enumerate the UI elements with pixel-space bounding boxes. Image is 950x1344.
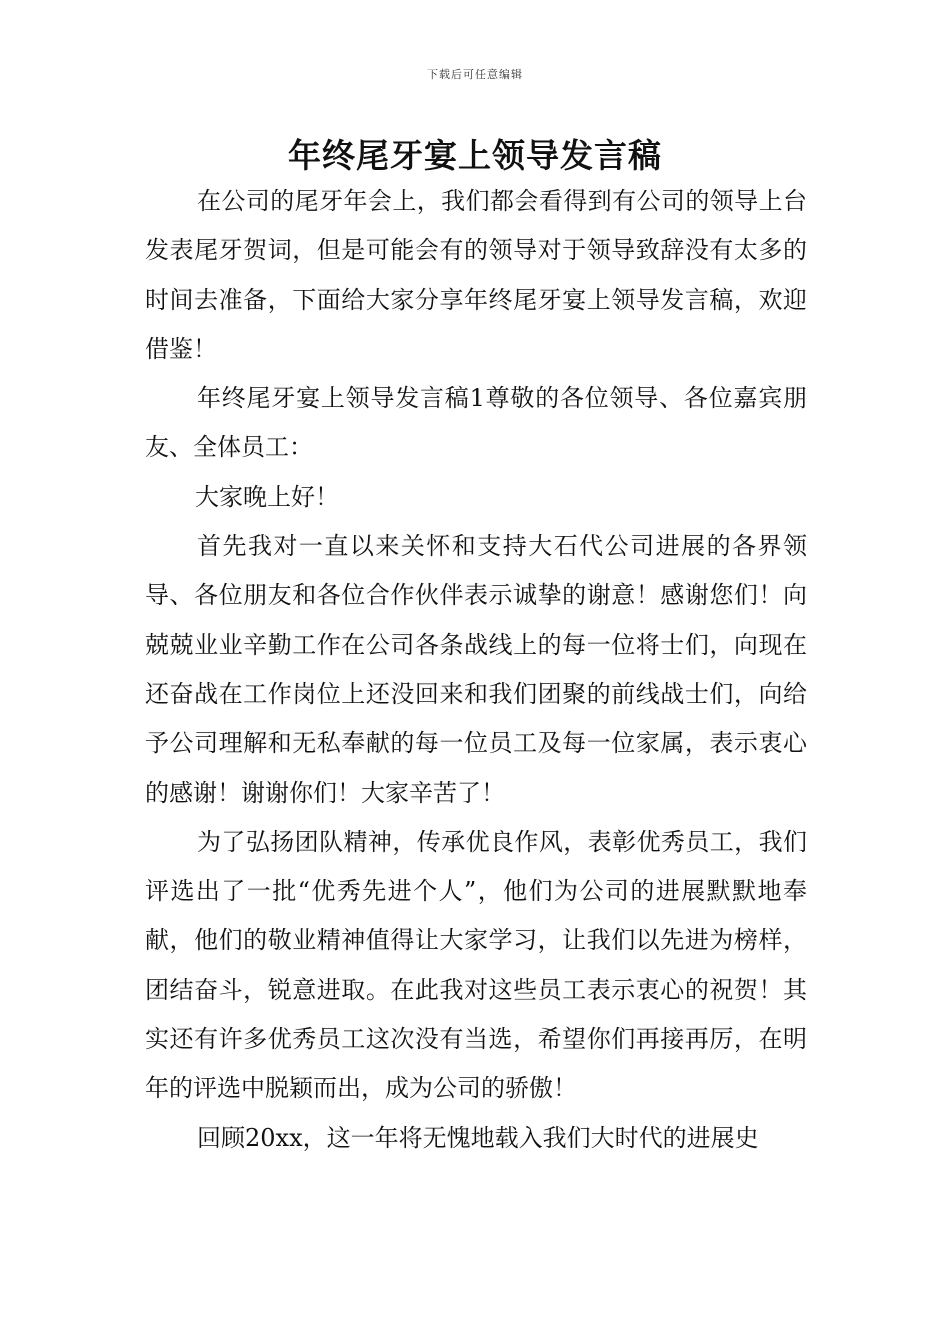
paragraph-salutation: 年终尾牙宴上领导发言稿1尊敬的各位领导、各位嘉宾朋友、全体员工： [145, 384, 807, 462]
document-body [145, 177, 807, 1163]
paragraph-greeting: 大家晚上好！ [195, 482, 339, 511]
paragraph-review: 回顾20xx，这一年将无愧地载入我们大时代的进展史 [197, 1123, 759, 1152]
paragraph-thanks: 首先我对一直以来关怀和支持大石代公司进展的各界领导、各位朋友和各位合作伙伴表示诚挚的谢意！感谢您们！向兢兢业业辛勤工作在公司各条战线上的每一位将士们，向现在还奋战在工作岗位上还没回来和我们团聚的前线战士们，向给予公司理解和无私奉献的每一位员工及每一位家属，表示衷心的感谢！谢谢你们！大家辛苦了！ [145, 532, 807, 807]
paragraph-intro: 在公司的尾牙年会上，我们都会看得到有公司的领导上台发表尾牙贺词，但是可能会有的领导对于领导致辞没有太多的时间去准备，下面给大家分享年终尾牙宴上领导发言稿，欢迎借鉴！ [145, 187, 807, 363]
header-note: 下载后可任意编辑 [427, 68, 523, 81]
paragraph-awards: 为了弘扬团队精神，传承优良作风，表彰优秀员工，我们评选出了一批“优秀先进个人”，他们为公司的进展默默地奉献，他们的敬业精神值得让大家学习，让我们以先进为榜样，团结奋斗，锐意进取。在此我对这些员工表示衷心的祝贺！其实还有许多优秀员工这次没有当选，希望你们再接再厉，在明年的评选中脱颖而出，成为公司的骄傲！ [145, 827, 807, 1103]
document-title: 年终尾牙宴上领导发言稿 [288, 136, 662, 175]
